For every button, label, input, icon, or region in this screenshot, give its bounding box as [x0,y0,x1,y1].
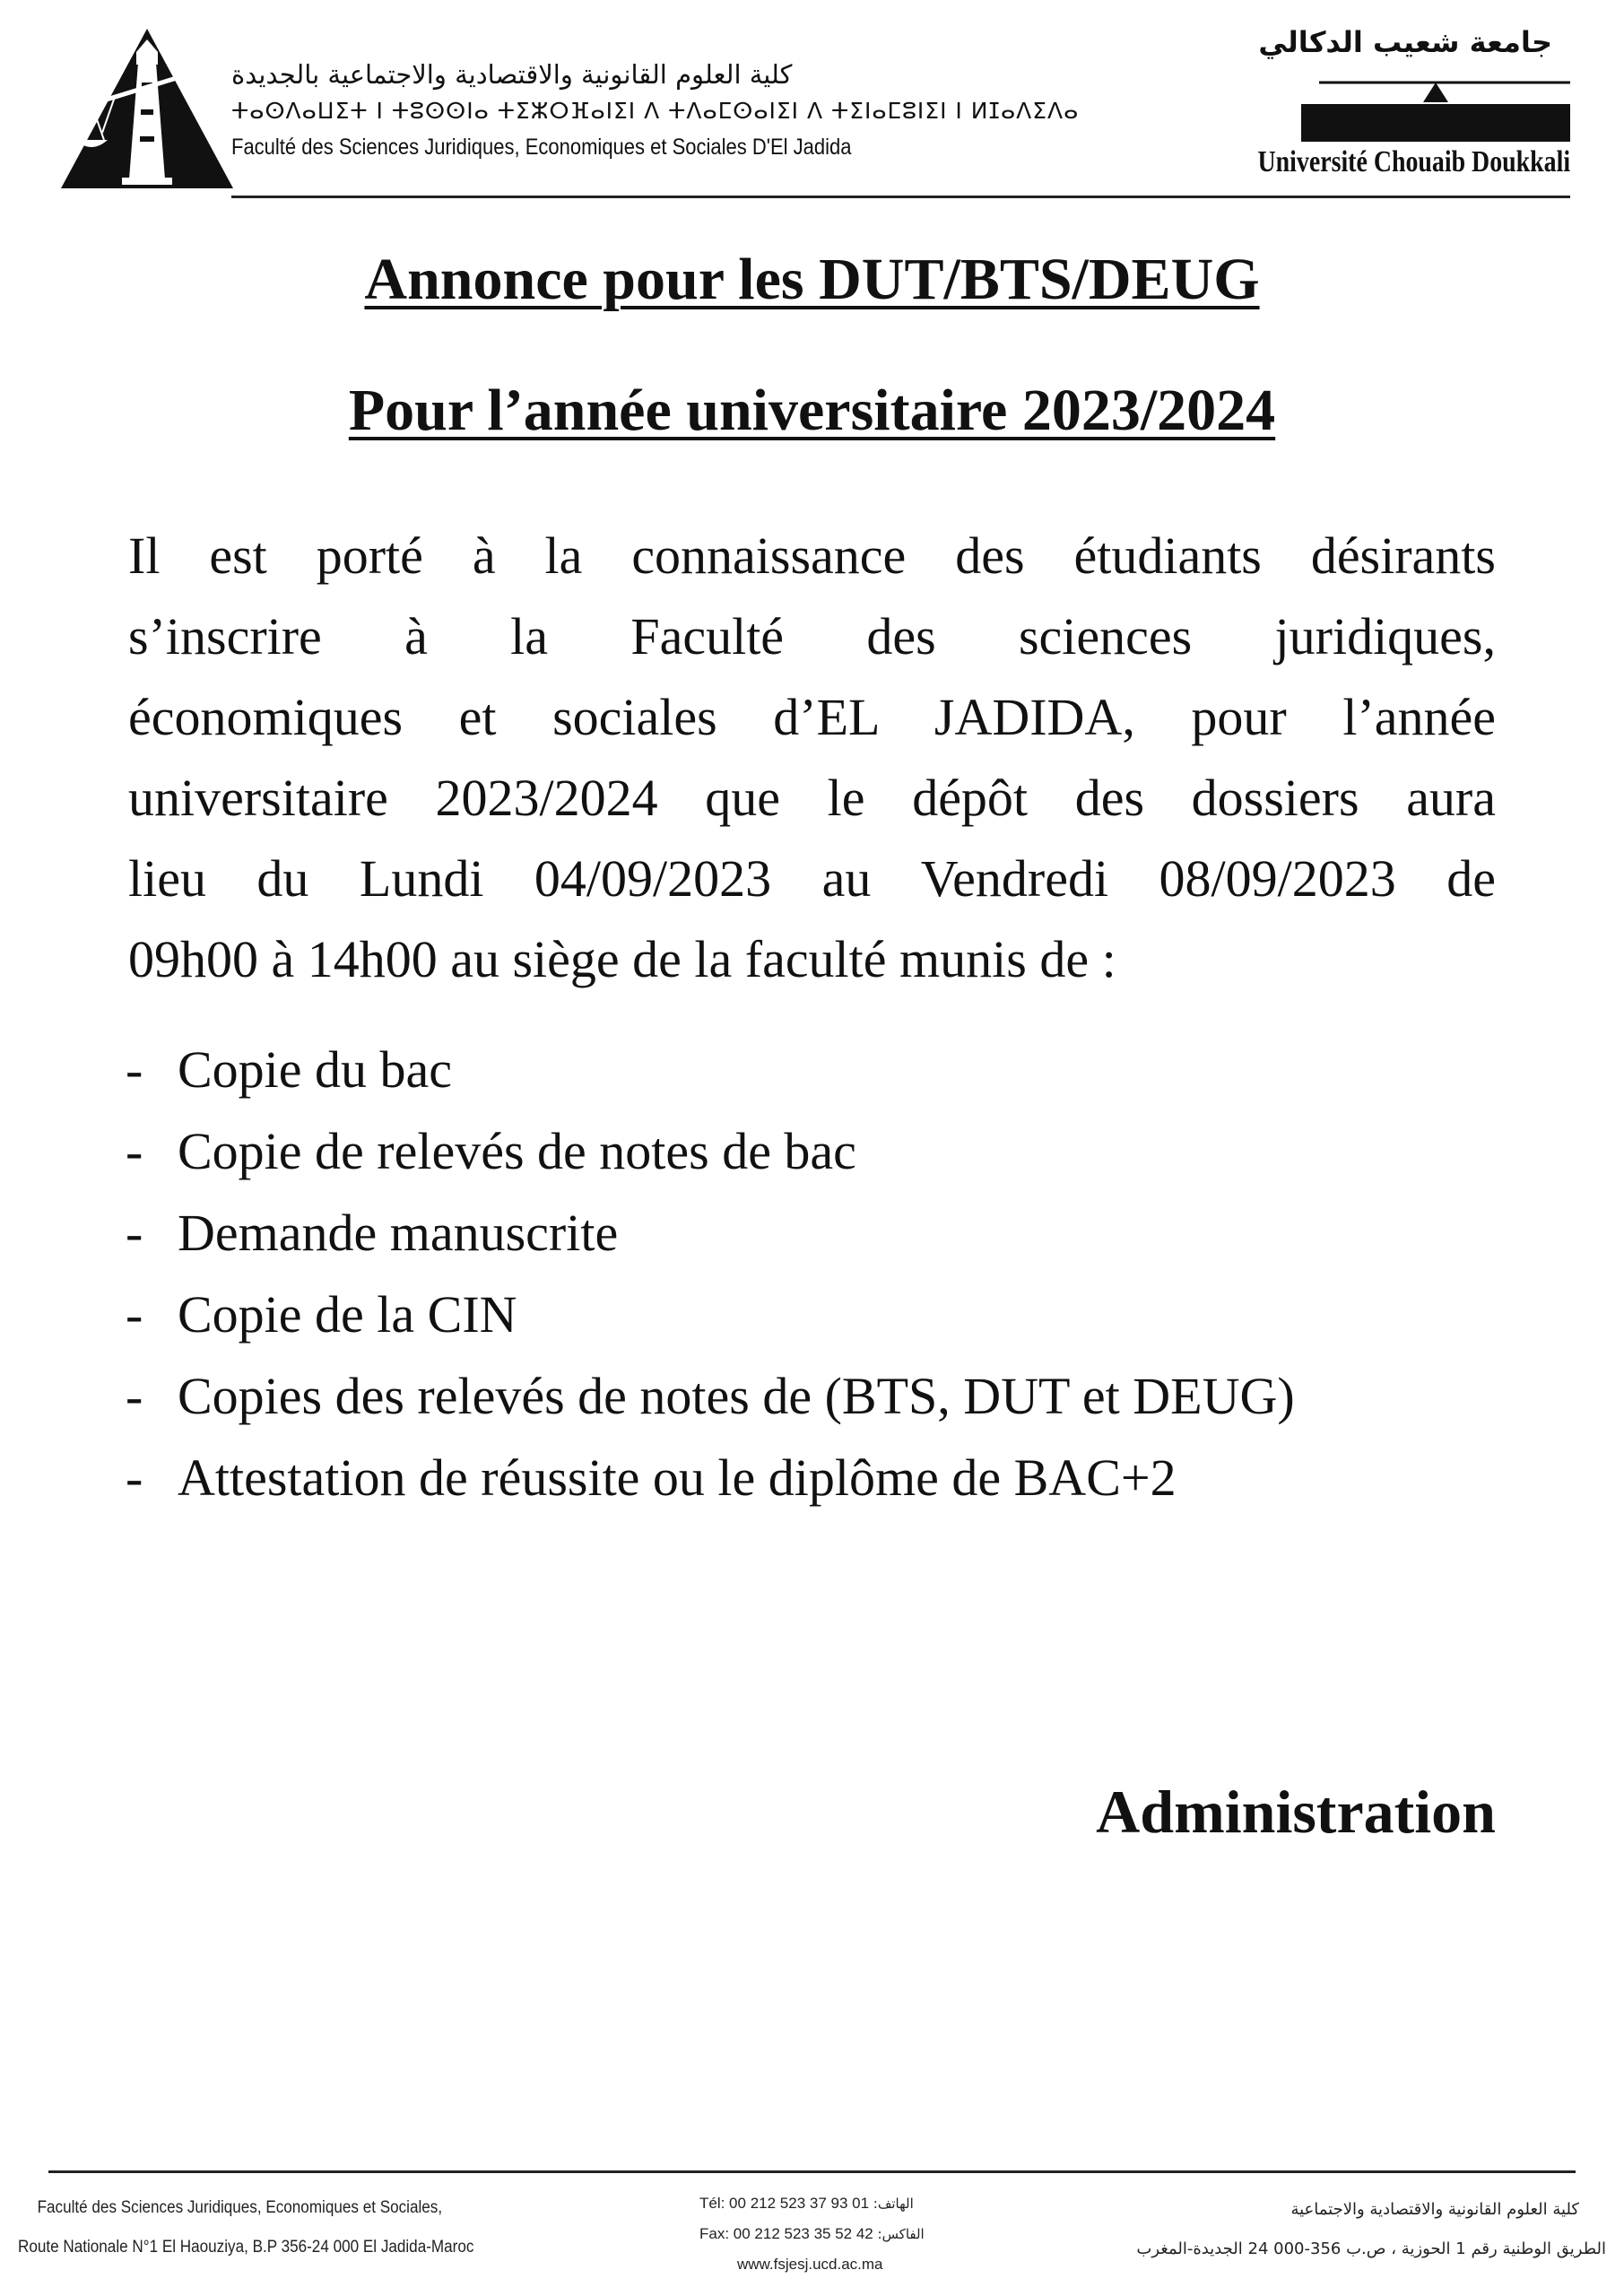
academic-year-subtitle: Pour l’année universitaire 2023/2024 [348,378,1276,443]
university-name-arabic: جامعة شعيب الدكالي [1258,25,1552,59]
list-item-text: Copie de relevés de notes de bac [178,1122,856,1180]
list-marker: - [126,1040,143,1099]
list-item-text: Copies des relevés de notes de (BTS, DUT et DEUG) [178,1367,1295,1425]
list-marker: - [126,1122,143,1180]
footer-phone [699,2188,968,2219]
list-item [126,1192,1560,1274]
phone-label-arabic: :الهاتف [873,2196,914,2212]
list-item [126,1029,1560,1110]
list-item-text: Copie de la CIN [178,1285,517,1344]
list-item-text: Attestation de réussite ou le diplôme de BAC+2 [178,1448,1177,1507]
signature-administration: Administration [1096,1778,1496,1846]
university-name-french: Université Chouaib Doukkali [1257,145,1570,178]
list-item [126,1110,1560,1192]
list-marker: - [126,1204,143,1262]
faculty-name-arabic: كلية العلوم القانونية والاقتصادية والاجتماعية بالجديدة [231,59,793,90]
list-item [126,1274,1560,1355]
list-marker: - [126,1448,143,1507]
announcement-title: Annonce pour les DUT/BTS/DEUG [364,247,1260,312]
footer-address-french [18,2188,556,2267]
required-documents-list [126,1029,1560,1518]
university-emblem-icon [1301,79,1570,142]
footer-faculty-name: Faculté des Sciences Juridiques, Economiques et Sociales, [37,2198,443,2217]
phone-number: Tél: 00 212 523 37 93 01 [699,2195,870,2212]
footer-address-arabic [1104,2190,1606,2269]
footer-address: Route Nationale N°1 El Haouziya, B.P 356-24 000 El Jadida-Maroc [18,2238,474,2257]
faculty-logo-icon [59,27,235,190]
header-divider [231,196,1570,198]
fax-label-arabic: :الفاكس [877,2226,925,2242]
footer-contact [699,2188,968,2279]
list-item [126,1355,1560,1437]
paragraph-line: 09h00 à 14h00 au siège de la faculté munis de : [128,930,1116,988]
paragraph-line: lieu du Lundi 04/09/2023 au Vendredi 08/09/2023 de [128,849,1496,908]
footer-website[interactable]: www.fsjesj.ucd.ac.ma [737,2256,883,2273]
announcement-paragraph [128,516,1496,1000]
list-item-text: Demande manuscrite [178,1204,619,1262]
paragraph-line: universitaire 2023/2024 que le dépôt des dossiers aura [128,769,1496,827]
faculty-name-block [231,56,1080,165]
paragraph-line: s’inscrire à la Faculté des sciences juridiques, [128,607,1496,665]
faculty-name-french: Faculté des Sciences Juridiques, Economiques et Sociales D'El Jadida [231,135,852,160]
list-marker: - [126,1367,143,1425]
list-item-text: Copie du bac [178,1040,453,1099]
list-item [126,1437,1560,1518]
paragraph-line: économiques et sociales d’EL JADIDA, pour l’année [128,688,1496,746]
footer-divider [48,2170,1576,2173]
paragraph-line: Il est porté à la connaissance des étudiants désirants [128,526,1496,585]
footer-address-line-arabic: الطريق الوطنية رقم 1 الحوزية ، ص.ب 356-000 24 الجديدة-المغرب [1136,2239,1606,2258]
list-marker: - [126,1285,143,1344]
letterhead [0,0,1624,206]
faculty-name-tifinagh: ⵜⴰⵙⴷⴰⵡⵉⵜ ⵏ ⵜⵓⵙⵙⵏⴰ ⵜⵉⵣⵔⴼⴰⵏⵉⵏ ⴷ ⵜⴷⴰⵎⵙⴰⵏⵉⵏ ⴷ ⵜⵉⵏⴰⵎⵓⵏⵉⵏ ⵏ ⵍⵊⴰⴷⵉⴷⴰ [231,98,1080,124]
footer-fax [699,2219,968,2249]
fax-number: Fax: 00 212 523 35 52 42 [699,2225,873,2242]
university-logo-block [1257,22,1570,178]
footer-faculty-name-arabic: كلية العلوم القانونية والاقتصادية والاجتماعية [1290,2200,1579,2219]
